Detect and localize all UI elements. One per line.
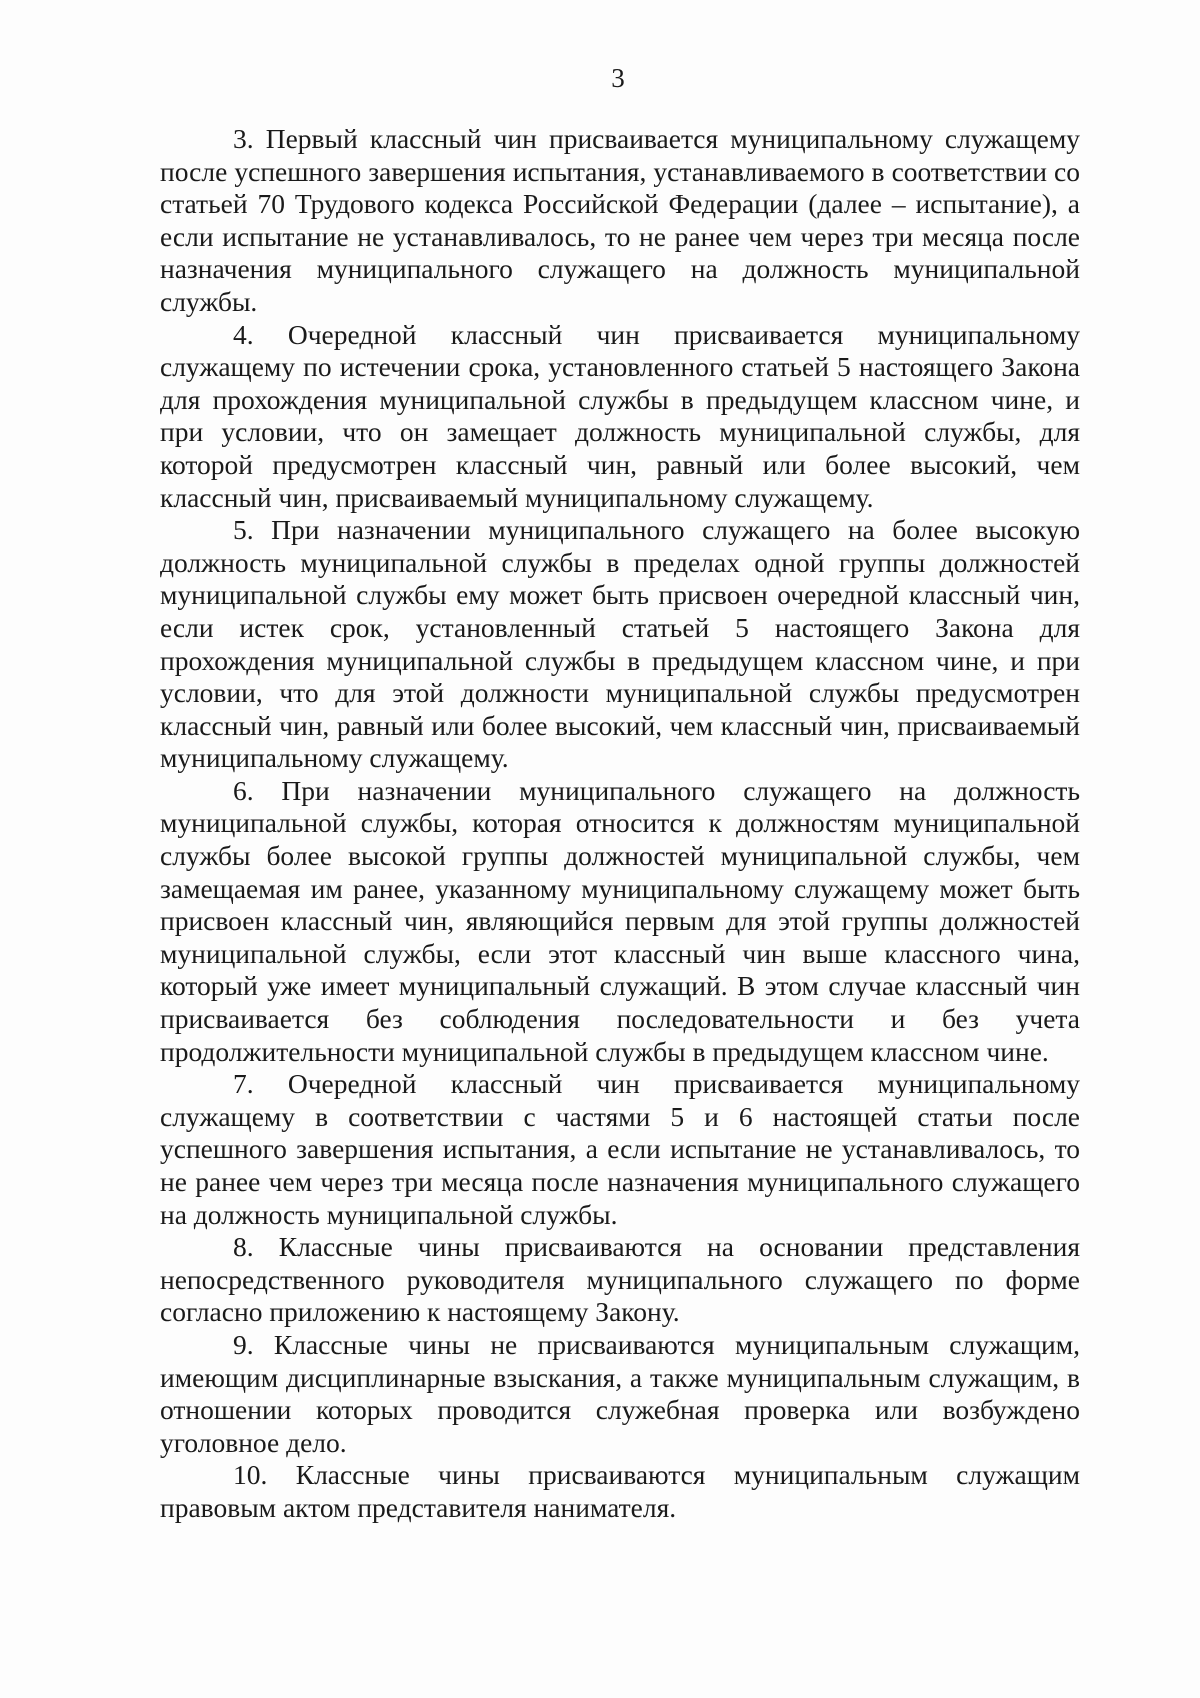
paragraph-3: 3. Первый классный чин присваивается муниципальному служащему после успешного завершения испытания, устанавливаемого в соответствии со статьей 70 Трудового кодекса Российской Федерации (далее – испытание), а если испытание не устанавливалось, то не ранее чем через три месяца после назначения муниципального служащего на должность муниципальной службы. <box>160 123 1080 317</box>
document-body <box>160 123 1080 1525</box>
paragraph-9: 9. Классные чины не присваиваются муниципальным служащим, имеющим дисциплинарные взыскания, а также муниципальным служащим, в отношении которых проводится служебная проверка или возбуждено уголовное дело. <box>160 1328 1080 1458</box>
paragraph-8: 8. Классные чины присваиваются на основании представления непосредственного руководителя муниципального служащего по форме согласно приложению к настоящему Закону. <box>160 1231 1080 1328</box>
page-number: 3 <box>611 63 625 93</box>
paragraph-7: 7. Очередной классный чин присваивается муниципальному служащему в соответствии с частями 5 и 6 настоящей статьи после успешного завершения испытания, а если испытание не устанавливалось, то не ранее чем через три месяца после назначения муниципального служащего на должность муниципальной службы. <box>160 1068 1080 1230</box>
paragraph-6: 6. При назначении муниципального служащего на должность муниципальной службы, которая относится к должностям муниципальной службы более высокой группы должностей муниципальной службы, чем замещаемая им ранее, указанному муниципальному служащему может быть присвоен классный чин, являющийся первым для этой группы должностей муниципальной службы, если этот классный чин выше классного чина, который уже имеет муниципальный служащий. В этом случае классный чин присваивается без соблюдения последовательности и без учета продолжительности муниципальной службы в предыдущем классном чине. <box>160 774 1080 1067</box>
paragraph-5: 5. При назначении муниципального служащего на более высокую должность муниципальной службы в пределах одной группы должностей муниципальной службы ему может быть присвоен очередной классный чин, если истек срок, установленный статьей 5 настоящего Закона для прохождения муниципальной службы в предыдущем классном чине, и при условии, что для этой должности муниципальной службы предусмотрен классный чин, равный или более высокий, чем классный чин, присваиваемый муниципальному служащему. <box>160 514 1080 774</box>
paragraph-10: 10. Классные чины присваиваются муниципальным служащим правовым актом представителя нанимателя. <box>160 1459 1080 1523</box>
paragraph-4: 4. Очередной классный чин присваивается муниципальному служащему по истечении срока, установленного статьей 5 настоящего Закона для прохождения муниципальной службы в предыдущем классном чине, и при условии, что он замещает должность муниципальной службы, для которой предусмотрен классный чин, равный или более высокий, чем классный чин, присваиваемый муниципальному служащему. <box>160 318 1080 513</box>
